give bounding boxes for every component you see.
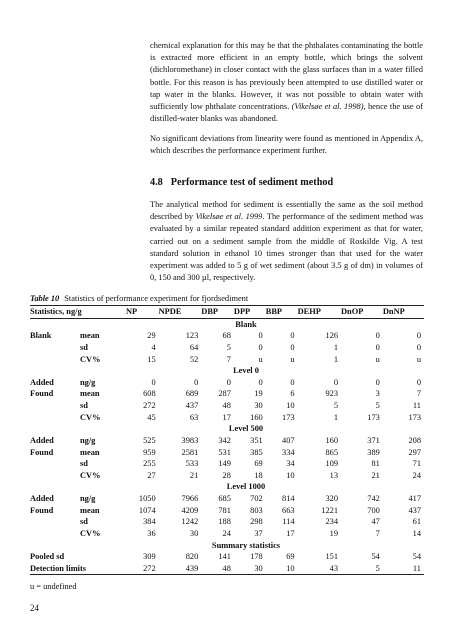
value-cell: 68: [222, 331, 231, 341]
value-cell: 29: [147, 331, 156, 341]
header-dnnp: DnNP: [383, 306, 424, 319]
table-row: [30, 505, 424, 517]
value-cell: 1: [333, 342, 338, 352]
value-cell: 384: [143, 517, 156, 527]
value-cell: 0: [416, 377, 421, 387]
row-group-label: [30, 516, 80, 528]
value-cell: 0: [375, 342, 380, 352]
value-cell: 10: [266, 563, 298, 575]
row-group-label: Added: [30, 377, 54, 387]
value-cell: 81: [371, 459, 380, 469]
value-cell: 0: [151, 377, 156, 387]
value-cell: 371: [367, 435, 380, 445]
citation: (Vikelsøe et al. 1998): [291, 102, 364, 112]
section-row: [30, 481, 424, 493]
section-heading: [150, 177, 333, 188]
value-cell: 69: [286, 552, 295, 562]
row-group-label: Found: [30, 389, 54, 399]
value-cell: 0: [194, 377, 199, 387]
row-stat-label: ng/g: [80, 435, 96, 445]
value-cell: 531: [218, 447, 231, 457]
value-cell: u: [290, 354, 295, 364]
row-stat-label: CV%: [80, 470, 101, 480]
value-cell: 10: [286, 401, 295, 410]
table-row: [30, 412, 424, 424]
row-group-label: [30, 400, 80, 412]
section-row: [30, 365, 424, 377]
value-cell: 208: [408, 435, 421, 445]
paragraph-sediment-method: The analytical method for sediment is essentially the same as the soil method described by Vikelsøe et al. 1999. The performance of the sediment method was evaluated by a similar repeated standard addition experiment as that for water, carried out on a sediment sample from the middle of Roskilde Vig. A test standard solution in ethanol 10 times stronger than that used for the water experiment was added to 5 g of wet sediment (about 3.5 g of dm) in volumes of 0, 150 and 300 µl, respectively.: [150, 200, 424, 283]
value-cell: 742: [367, 494, 380, 503]
value-cell: 30: [234, 563, 266, 575]
row-group-label: Found: [30, 447, 54, 457]
value-cell: 0: [333, 377, 338, 387]
value-cell: 689: [185, 389, 199, 399]
value-cell: 1242: [181, 517, 199, 527]
value-cell: 5: [341, 563, 383, 575]
table-label: Table 10: [30, 294, 60, 303]
value-cell: 3983: [181, 435, 199, 445]
header-bbp: BBP: [266, 306, 298, 319]
value-cell: 417: [408, 494, 421, 503]
value-cell: 173: [408, 412, 421, 422]
value-cell: 123: [185, 331, 199, 341]
section-row: [30, 318, 424, 330]
value-cell: 188: [218, 517, 231, 527]
table-row: [30, 528, 424, 540]
value-cell: 342: [218, 435, 231, 445]
value-cell: 11: [383, 563, 424, 575]
value-cell: 865: [325, 447, 338, 457]
value-cell: 178: [250, 552, 263, 562]
value-cell: 45: [147, 412, 156, 422]
citation: Vikelsøe et al. 1999: [195, 212, 263, 222]
value-cell: 28: [222, 470, 231, 480]
value-cell: 298: [250, 517, 263, 527]
value-cell: 1: [333, 412, 338, 422]
value-cell: 0: [290, 342, 295, 352]
value-cell: 439: [159, 563, 202, 575]
row-stat-label: ng/g: [80, 377, 96, 387]
row-group-label: Found: [30, 505, 54, 515]
section-number: 4.8: [150, 177, 163, 188]
header-dbp: DBP: [201, 306, 234, 319]
value-cell: 3: [375, 389, 380, 399]
value-cell: 61: [412, 517, 421, 527]
value-cell: 173: [367, 412, 380, 422]
value-cell: 7: [226, 354, 231, 364]
value-cell: 1074: [138, 505, 156, 515]
value-cell: 702: [250, 494, 263, 503]
value-cell: 54: [371, 552, 380, 562]
row-group-label: [30, 458, 80, 470]
value-cell: 18: [254, 470, 263, 480]
value-cell: 19: [254, 389, 263, 399]
page-number: 24: [30, 603, 39, 613]
row-stat-label: sd: [80, 517, 88, 527]
table-row: [30, 458, 424, 470]
value-cell: 437: [408, 505, 421, 515]
value-cell: 24: [222, 528, 231, 538]
row-group-label: Added: [30, 435, 54, 445]
value-cell: 19: [329, 528, 338, 538]
value-cell: 36: [147, 528, 156, 538]
value-cell: 173: [282, 412, 295, 422]
row-group-label: Added: [30, 494, 54, 503]
value-cell: 820: [185, 552, 199, 562]
value-cell: 320: [325, 494, 338, 503]
table-row: [30, 447, 424, 459]
value-cell: 126: [325, 331, 338, 341]
value-cell: 0: [226, 377, 231, 387]
paragraph-phthalate-blanks: chemical explanation for this may be that the phthalates contaminating the bottle is extracted more efficient in an empty bottle, which brings the solvent (dichloromethane) in closer contact with the glass surfaces than in a water filled bottle. For this reason is has previously been attempted to use distilled water or tap water in the blanks. However, it was not possible to obtain water with sufficiently low phthalate concentrations. (Vikelsøe et al. 1998), hence the use of distilled-water blanks was abandoned.: [150, 41, 423, 124]
table-row: [30, 388, 424, 400]
value-cell: 7: [416, 389, 421, 399]
header-dpp: DPP: [234, 306, 266, 319]
value-cell: 781: [218, 505, 231, 515]
value-cell: 0: [375, 331, 380, 341]
value-cell: 109: [325, 459, 338, 469]
value-cell: 1: [333, 354, 338, 364]
value-cell: 923: [325, 389, 338, 399]
value-cell: 71: [412, 459, 421, 469]
table-caption-text: Statistics of performance experiment for fjordsediment: [64, 294, 249, 303]
value-cell: 272: [126, 563, 159, 575]
section-label: Blank: [235, 319, 257, 329]
row-group-label: [30, 342, 80, 354]
value-cell: 34: [286, 459, 295, 469]
value-cell: 5: [375, 401, 380, 410]
value-cell: 1221: [321, 505, 338, 515]
row-stat-label: CV%: [80, 412, 101, 422]
value-cell: 533: [185, 459, 199, 469]
header-np: NP: [126, 306, 159, 319]
row-label: Detection limits: [30, 563, 126, 575]
summary-row: [30, 563, 424, 575]
value-cell: 437: [185, 401, 199, 410]
value-cell: 407: [282, 435, 295, 445]
value-cell: 11: [412, 401, 421, 410]
footnote: u = undefined: [30, 582, 77, 591]
row-stat-label: CV%: [80, 354, 101, 364]
value-cell: 21: [371, 470, 380, 480]
value-cell: 30: [254, 401, 263, 410]
value-cell: 959: [143, 447, 156, 457]
section-label: Level 1000: [226, 482, 266, 492]
value-cell: 48: [222, 401, 231, 410]
value-cell: 272: [143, 401, 156, 410]
row-group-label: [30, 528, 80, 540]
value-cell: 160: [325, 435, 338, 445]
row-stat-label: sd: [80, 401, 88, 410]
value-cell: 64: [189, 342, 199, 352]
table-row: [30, 342, 424, 354]
value-cell: 297: [408, 447, 421, 457]
value-cell: 69: [254, 459, 263, 469]
value-cell: 21: [189, 470, 199, 480]
row-stat-label: mean: [80, 447, 100, 457]
value-cell: 24: [412, 470, 421, 480]
table-row: [30, 493, 424, 505]
value-cell: 151: [325, 552, 338, 562]
row-group-label: [30, 412, 80, 424]
value-cell: 4: [151, 342, 156, 352]
table-row: [30, 400, 424, 412]
section-row: [30, 540, 424, 552]
table-row: [30, 516, 424, 528]
value-cell: 1050: [138, 494, 156, 503]
value-cell: 0: [258, 331, 263, 341]
row-stat-label: ng/g: [80, 494, 96, 503]
value-cell: 13: [329, 470, 338, 480]
table-caption: [30, 294, 248, 303]
value-cell: 389: [367, 447, 380, 457]
value-cell: 700: [367, 505, 380, 515]
paragraph-linearity: No significant deviations from linearity were found as mentioned in Appendix A, which describes the performance experiment further.: [150, 134, 423, 156]
value-cell: 10: [286, 470, 295, 480]
value-cell: 37: [254, 528, 263, 538]
summary-row: [30, 551, 424, 563]
value-cell: 525: [143, 435, 156, 445]
value-cell: 385: [250, 447, 263, 457]
statistics-table: [30, 305, 424, 575]
value-cell: 6: [290, 389, 295, 399]
value-cell: 30: [189, 528, 199, 538]
row-stat-label: mean: [80, 331, 100, 341]
row-group-label: Blank: [30, 331, 52, 341]
value-cell: 0: [416, 331, 421, 341]
value-cell: 7966: [181, 494, 199, 503]
value-cell: 4209: [181, 505, 199, 515]
value-cell: 15: [147, 354, 156, 364]
value-cell: 43: [298, 563, 341, 575]
value-cell: 27: [147, 470, 156, 480]
header-dehp: DEHP: [298, 306, 341, 319]
value-cell: 0: [258, 377, 263, 387]
value-cell: 685: [218, 494, 231, 503]
value-cell: 351: [250, 435, 263, 445]
row-stat-label: mean: [80, 389, 100, 399]
value-cell: 149: [218, 459, 231, 469]
value-cell: 160: [250, 412, 263, 422]
table-row: [30, 470, 424, 482]
value-cell: u: [416, 354, 421, 364]
row-stat-label: CV%: [80, 528, 101, 538]
table-row: [30, 354, 424, 366]
value-cell: 608: [143, 389, 156, 399]
value-cell: 334: [282, 447, 295, 457]
row-label: Pooled sd: [30, 552, 65, 562]
value-cell: 7: [375, 528, 380, 538]
value-cell: u: [258, 354, 263, 364]
value-cell: 814: [282, 494, 295, 503]
section-title: Performance test of sediment method: [170, 177, 334, 188]
value-cell: 0: [290, 377, 295, 387]
value-cell: 17: [286, 528, 295, 538]
value-cell: 234: [325, 517, 338, 527]
value-cell: 0: [258, 342, 263, 352]
value-cell: 663: [282, 505, 295, 515]
value-cell: 14: [412, 528, 421, 538]
value-cell: 5: [333, 401, 338, 410]
section-label: Summary statistics: [211, 540, 281, 550]
section-label: Level 500: [228, 424, 264, 434]
table-body: [30, 318, 424, 575]
value-cell: 52: [189, 354, 199, 364]
value-cell: 2581: [181, 447, 199, 457]
row-group-label: [30, 470, 80, 482]
section-row: [30, 423, 424, 435]
value-cell: 0: [290, 331, 295, 341]
table-row: [30, 435, 424, 447]
table-row: [30, 330, 424, 342]
value-cell: u: [375, 354, 380, 364]
header-statistics: Statistics, ng/g: [30, 306, 126, 319]
value-cell: 0: [416, 342, 421, 352]
value-cell: 48: [201, 563, 234, 575]
value-cell: 63: [189, 412, 199, 422]
value-cell: 54: [412, 552, 421, 562]
header-npde: NPDE: [159, 306, 202, 319]
value-cell: 17: [222, 412, 231, 422]
value-cell: 141: [218, 552, 231, 562]
value-cell: 803: [250, 505, 263, 515]
table-header-row: [30, 306, 424, 319]
section-label: Level 0: [233, 366, 259, 376]
value-cell: 255: [143, 459, 156, 469]
row-group-label: [30, 354, 80, 366]
value-cell: 47: [371, 517, 380, 527]
value-cell: 5: [226, 342, 231, 352]
row-stat-label: sd: [80, 342, 88, 352]
table-row: [30, 377, 424, 389]
value-cell: 0: [375, 377, 380, 387]
value-cell: 114: [282, 517, 295, 527]
row-stat-label: mean: [80, 505, 100, 515]
value-cell: 309: [143, 552, 156, 562]
row-stat-label: sd: [80, 459, 88, 469]
value-cell: 287: [218, 389, 231, 399]
header-dnop: DnOP: [341, 306, 383, 319]
